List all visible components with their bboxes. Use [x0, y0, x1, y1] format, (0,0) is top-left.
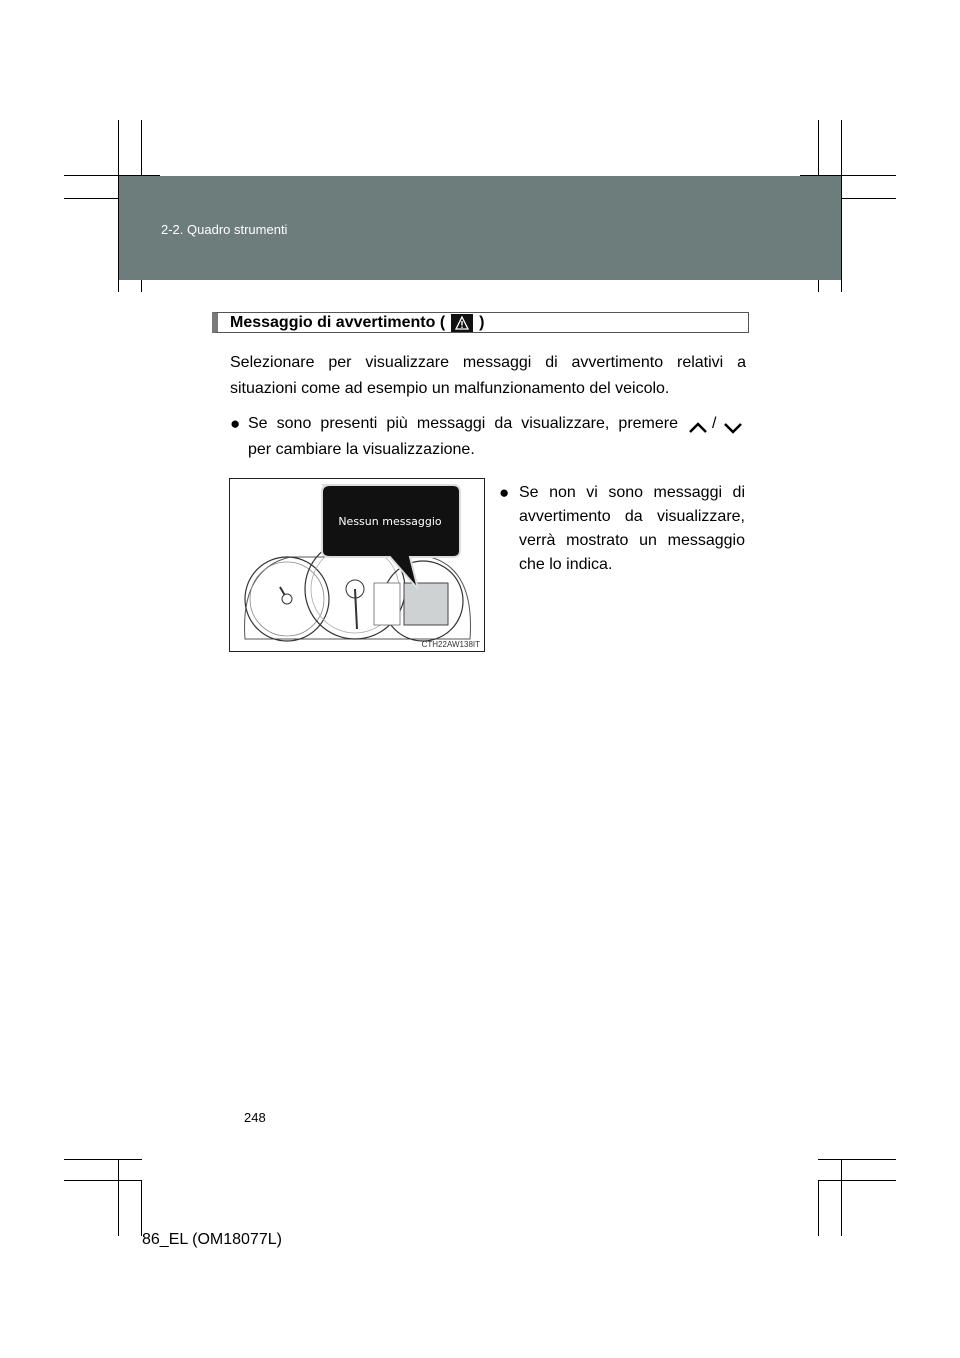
crop-mark [818, 1159, 896, 1160]
crop-mark [64, 1159, 142, 1160]
crop-mark [118, 1160, 119, 1236]
section-heading [212, 312, 749, 333]
bullet-text-line1: Se sono presenti più messaggi da visualizzare, premere [248, 415, 678, 432]
crop-mark [818, 1180, 896, 1181]
instrument-cluster-figure [229, 478, 485, 652]
heading-text: Messaggio di avvertimento ( [230, 314, 446, 331]
bullet-item [230, 412, 750, 464]
cluster-illustration [230, 479, 484, 651]
display-message: Nessun messaggio [338, 515, 442, 528]
crop-mark [141, 1180, 142, 1236]
icon-separator: / [712, 415, 717, 432]
figure-code: CTH22AW138IT [421, 640, 480, 649]
bullet-text-line2: per cambiare la visualizzazione. [248, 441, 475, 458]
bullet-icon: ● [499, 483, 510, 502]
crop-mark [64, 1180, 142, 1181]
page-number: 248 [244, 1110, 266, 1125]
crop-mark [818, 1180, 819, 1236]
bullet-text: Se non vi sono messaggi di avvertimento da visualizzare, verrà mostrato un messaggio che lo indica. [519, 484, 745, 573]
bullet-item [499, 481, 745, 581]
document-code: 86_EL (OM18077L) [142, 1231, 282, 1248]
bullet-icon: ● [230, 414, 241, 433]
crop-mark [841, 120, 842, 292]
heading-close-paren: ) [479, 314, 485, 331]
crop-mark [841, 1160, 842, 1236]
section-label: 2-2. Quadro strumenti [161, 222, 288, 237]
intro-paragraph: Selezionare per visualizzare messaggi di avvertimento relativi a situazioni come ad esempio un malfunzionamento del veicolo. [230, 354, 746, 397]
warning-triangle-icon [451, 314, 473, 332]
